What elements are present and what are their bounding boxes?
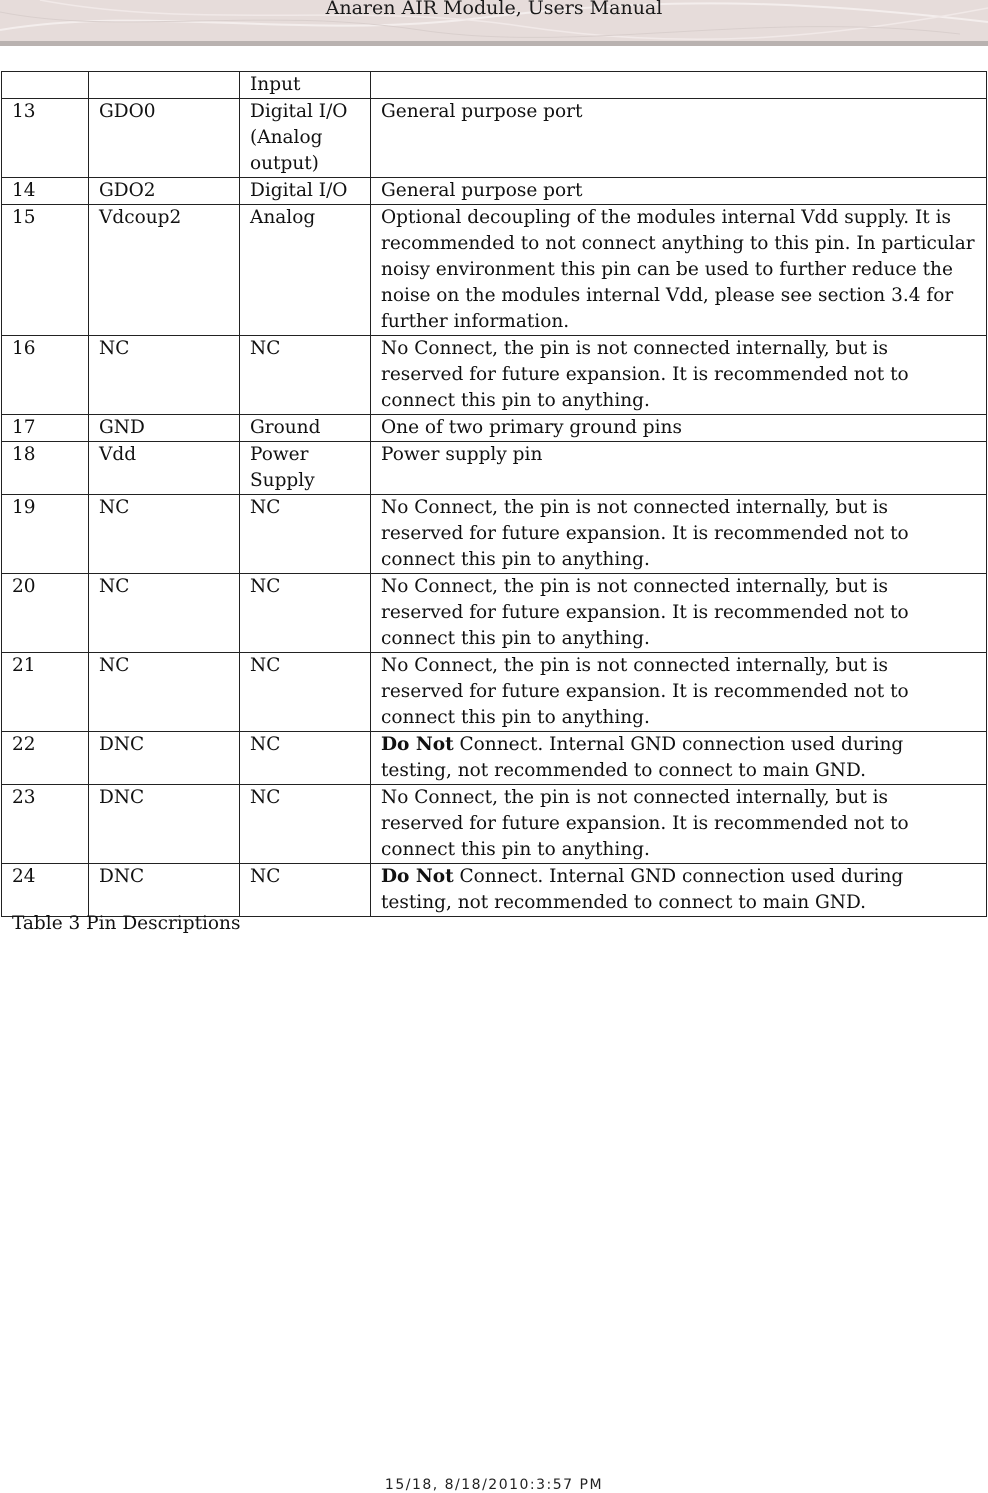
pin-type-cell: NC bbox=[240, 653, 371, 732]
pin-number-cell: 18 bbox=[2, 442, 89, 495]
pin-type-cell: Ground bbox=[240, 415, 371, 442]
pin-number-cell bbox=[2, 72, 89, 99]
pin-description-cell bbox=[371, 336, 987, 415]
pin-number-cell: 23 bbox=[2, 785, 89, 864]
pin-number-cell: 22 bbox=[2, 732, 89, 785]
description-text: Optional decoupling of the modules internal Vdd supply. It is recommended to not connect anything to this pin. In particular noisy environment this pin can be used to further reduce the noise on the modules internal Vdd, please see section 3.4 for further information. bbox=[381, 207, 975, 332]
table-row bbox=[2, 574, 987, 653]
pin-description-cell bbox=[371, 205, 987, 336]
description-text: General purpose port bbox=[381, 101, 583, 122]
pin-description-cell bbox=[371, 442, 987, 495]
pin-number-cell: 14 bbox=[2, 178, 89, 205]
description-text: No Connect, the pin is not connected internally, but is reserved for future expansion. It is recommended not to connect this pin to anything. bbox=[381, 497, 909, 570]
pin-number-cell: 13 bbox=[2, 99, 89, 178]
pin-name-cell: GND bbox=[89, 415, 240, 442]
pin-description-cell bbox=[371, 415, 987, 442]
pin-number-cell: 16 bbox=[2, 336, 89, 415]
pin-description-table bbox=[1, 71, 987, 917]
description-text: No Connect, the pin is not connected internally, but is reserved for future expansion. It is recommended not to connect this pin to anything. bbox=[381, 576, 909, 649]
pin-description-cell bbox=[371, 653, 987, 732]
pin-number-cell: 17 bbox=[2, 415, 89, 442]
pin-number-cell: 19 bbox=[2, 495, 89, 574]
pin-description-cell bbox=[371, 178, 987, 205]
pin-name-cell: NC bbox=[89, 574, 240, 653]
table-caption: Table 3 Pin Descriptions bbox=[12, 913, 241, 934]
description-text: Power supply pin bbox=[381, 444, 543, 465]
description-text: No Connect, the pin is not connected internally, but is reserved for future expansion. It is recommended not to connect this pin to anything. bbox=[381, 338, 909, 411]
table-row bbox=[2, 732, 987, 785]
pin-name-cell: NC bbox=[89, 653, 240, 732]
table-row bbox=[2, 653, 987, 732]
pin-name-cell: DNC bbox=[89, 864, 240, 917]
pin-description-cell bbox=[371, 495, 987, 574]
table-row bbox=[2, 864, 987, 917]
pin-type-cell: Digital I/O bbox=[240, 178, 371, 205]
table-row bbox=[2, 205, 987, 336]
pin-number-cell: 21 bbox=[2, 653, 89, 732]
pin-type-cell: NC bbox=[240, 495, 371, 574]
pin-description-cell bbox=[371, 72, 987, 99]
pin-type-cell: Analog bbox=[240, 205, 371, 336]
pin-description-cell bbox=[371, 732, 987, 785]
pin-name-cell: NC bbox=[89, 495, 240, 574]
header-divider bbox=[0, 41, 988, 46]
pin-name-cell: DNC bbox=[89, 732, 240, 785]
table-row bbox=[2, 495, 987, 574]
pin-type-cell: NC bbox=[240, 574, 371, 653]
table-row bbox=[2, 72, 987, 99]
pin-type-cell: Power Supply bbox=[240, 442, 371, 495]
pin-type-cell: NC bbox=[240, 732, 371, 785]
pin-type-cell: NC bbox=[240, 336, 371, 415]
pin-number-cell: 24 bbox=[2, 864, 89, 917]
pin-name-cell bbox=[89, 72, 240, 99]
do-not-emphasis: Do Not bbox=[381, 734, 454, 755]
pin-number-cell: 15 bbox=[2, 205, 89, 336]
pin-description-cell bbox=[371, 99, 987, 178]
table-row bbox=[2, 785, 987, 864]
pin-description-cell bbox=[371, 785, 987, 864]
pin-name-cell: DNC bbox=[89, 785, 240, 864]
pin-name-cell: GDO2 bbox=[89, 178, 240, 205]
pin-name-cell: GDO0 bbox=[89, 99, 240, 178]
table-row bbox=[2, 336, 987, 415]
pin-type-cell: Digital I/O (Analog output) bbox=[240, 99, 371, 178]
description-text: Connect. Internal GND connection used during testing, not recommended to connect to main GND. bbox=[381, 734, 904, 781]
description-text: Connect. Internal GND connection used during testing, not recommended to connect to main GND. bbox=[381, 866, 904, 913]
description-text: No Connect, the pin is not connected internally, but is reserved for future expansion. It is recommended not to connect this pin to anything. bbox=[381, 655, 909, 728]
page-footer: 15/18, 8/18/2010:3:57 PM bbox=[384, 1477, 604, 1493]
pin-type-cell: NC bbox=[240, 864, 371, 917]
description-text: No Connect, the pin is not connected internally, but is reserved for future expansion. It is recommended not to connect this pin to anything. bbox=[381, 787, 909, 860]
table-row bbox=[2, 415, 987, 442]
description-text: General purpose port bbox=[381, 180, 583, 201]
table-row bbox=[2, 99, 987, 178]
table-row bbox=[2, 178, 987, 205]
pin-name-cell: NC bbox=[89, 336, 240, 415]
pin-type-cell: Input bbox=[240, 72, 371, 99]
description-text: One of two primary ground pins bbox=[381, 417, 682, 438]
table-row bbox=[2, 442, 987, 495]
do-not-emphasis: Do Not bbox=[381, 866, 454, 887]
pin-number-cell: 20 bbox=[2, 574, 89, 653]
page-header bbox=[0, 0, 988, 44]
pin-name-cell: Vdcoup2 bbox=[89, 205, 240, 336]
pin-name-cell: Vdd bbox=[89, 442, 240, 495]
document-title: Anaren AIR Module, Users Manual bbox=[325, 0, 663, 19]
pin-type-cell: NC bbox=[240, 785, 371, 864]
pin-description-cell bbox=[371, 574, 987, 653]
pin-description-cell bbox=[371, 864, 987, 917]
